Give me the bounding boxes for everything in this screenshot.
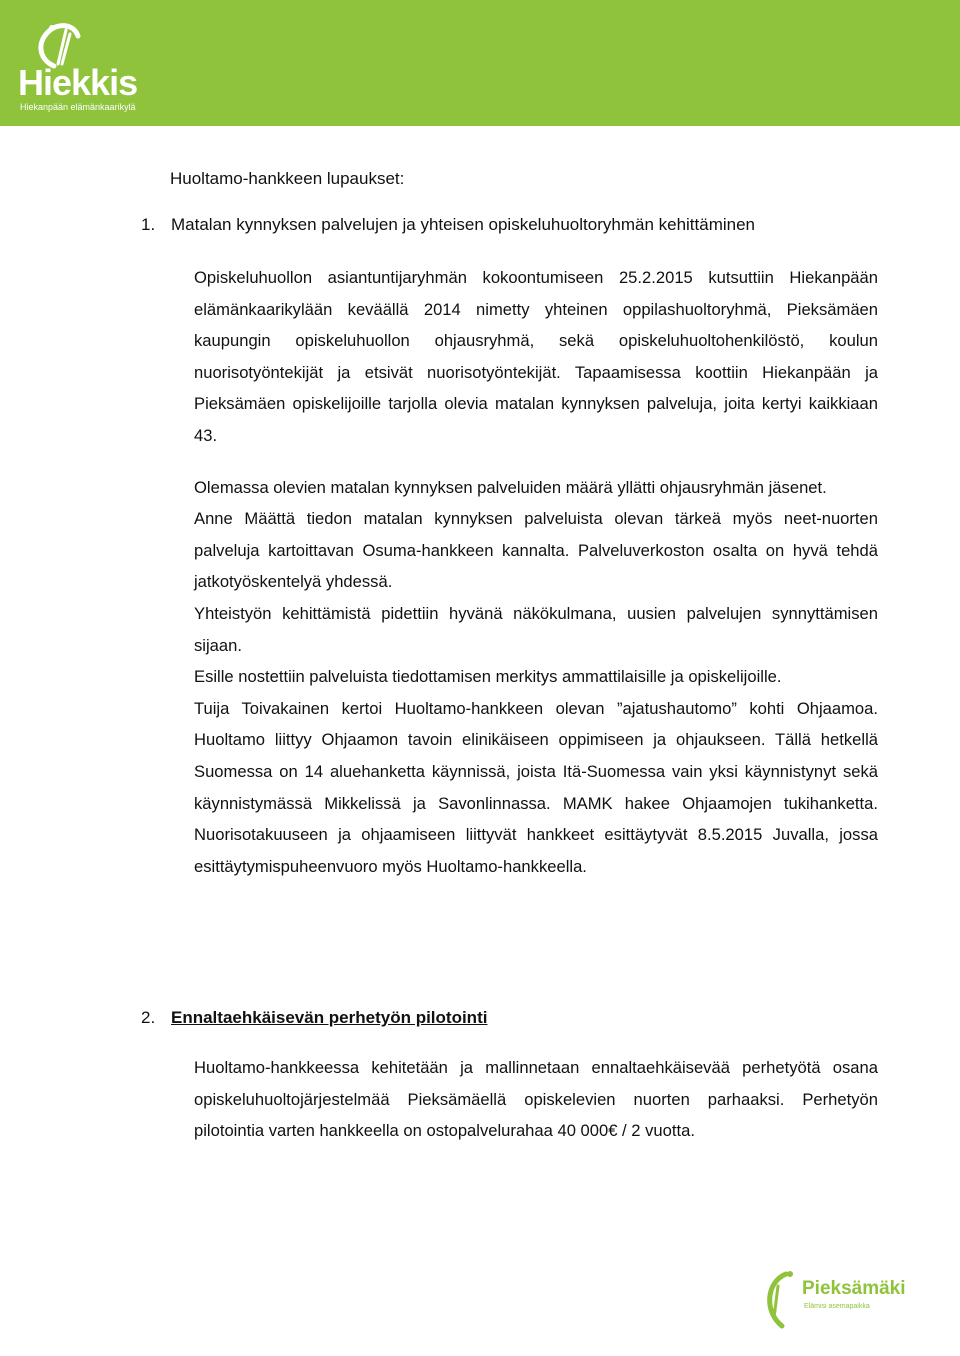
- header-band: [0, 0, 960, 126]
- section-1-number: 1.: [141, 215, 156, 234]
- paragraph: Opiskeluhuollon asiantuntijaryhmän kokoontumiseen 25.2.2015 kutsuttiin Hiekanpään elämänkaarikylään keväällä 2014 nimetty yhteinen oppilashuoltoryhmä, Pieksämäen kaupungin opiskeluhuollon ohjausryhmä, sekä opiskeluhuoltohenkilöstö, koulun nuorisotyöntekijät ja etsivät nuorisotyöntekijät. Tapaamisessa koottiin Hiekanpään ja Pieksämäen opiskelijoille tarjolla olevia matalan kynnyksen palveluja, joita kertyi kaikkiaan 43.: [194, 268, 878, 445]
- paragraph: Olemassa olevien matalan kynnyksen palveluiden määrä yllätti ohjausryhmän jäsenet.: [194, 477, 827, 497]
- section-1-heading: [141, 215, 755, 235]
- section-2-number: 2.: [141, 1008, 156, 1027]
- paragraph: Anne Määttä tiedon matalan kynnyksen palveluista olevan tärkeä myös neet-nuorten palveluja kartoittavan Osuma-hankkeen kannalta. Palveluverkoston osalta on hyvä tehdä jatkotyöskentelyä yhdessä.: [194, 509, 878, 592]
- paragraph: Esille nostettiin palveluista tiedottamisen merkitys ammattilaisille ja opiskelijoille.: [194, 667, 782, 687]
- pieksamaki-swirl-icon: [760, 1268, 800, 1330]
- section-2-body: [194, 1052, 878, 1147]
- pieksamaki-logo: [760, 1268, 906, 1334]
- logo-brand-text: Hiekkis: [18, 62, 138, 103]
- logo-tagline: Hiekanpään elämänkaarikylä: [20, 102, 136, 112]
- footer-brand-text: Pieksämäki: [802, 1278, 906, 1299]
- hiekkis-logo: [14, 16, 138, 112]
- section-2-heading: [141, 1008, 487, 1028]
- footer-tagline: Elämisi asemapaikka: [804, 1303, 870, 1310]
- section-2-title: Ennaltaehkäisevän perhetyön pilotointi: [171, 1008, 488, 1027]
- section-1-title: Matalan kynnyksen palvelujen ja yhteisen opiskeluhuoltoryhmän kehittäminen: [171, 215, 756, 234]
- paragraph: Yhteistyön kehittämistä pidettiin hyvänä näkökulmana, uusien palvelujen synnyttämisen sijaan.: [194, 603, 878, 655]
- section-1-body: [194, 262, 878, 882]
- paragraph: Tuija Toivakainen kertoi Huoltamo-hankkeen olevan ”ajatushautomo” kohti Ohjaamoa. Huoltamo liittyy Ohjaamon tavoin elinikäiseen oppimiseen ja ohjaukseen. Tällä hetkellä Suomessa on 14 aluehanketta käynnissä, joista Itä-Suomessa vain yksi käynnistynyt sekä käynnistymässä Mikkelissä ja Savonlinnassa. MAMK hakee Ohjaamojen tukihanketta. Nuorisotakuuseen ja ohjaamiseen liittyvät hankkeet esittäytyvät 8.5.2015 Juvalla, jossa esittäytymispuheenvuoro myös Huoltamo-hankkeella.: [194, 698, 878, 876]
- intro-heading: Huoltamo-hankkeen lupaukset:: [170, 169, 405, 188]
- paragraph: Huoltamo-hankkeessa kehitetään ja mallinnetaan ennaltaehkäisevää perhetyötä osana opiskeluhuoltojärjestelmää Pieksämäellä opiskelevien nuorten parhaaksi. Perhetyön pilotointia varten hankkeella on ostopalvelurahaa 40 000€ / 2 vuotta.: [194, 1058, 878, 1141]
